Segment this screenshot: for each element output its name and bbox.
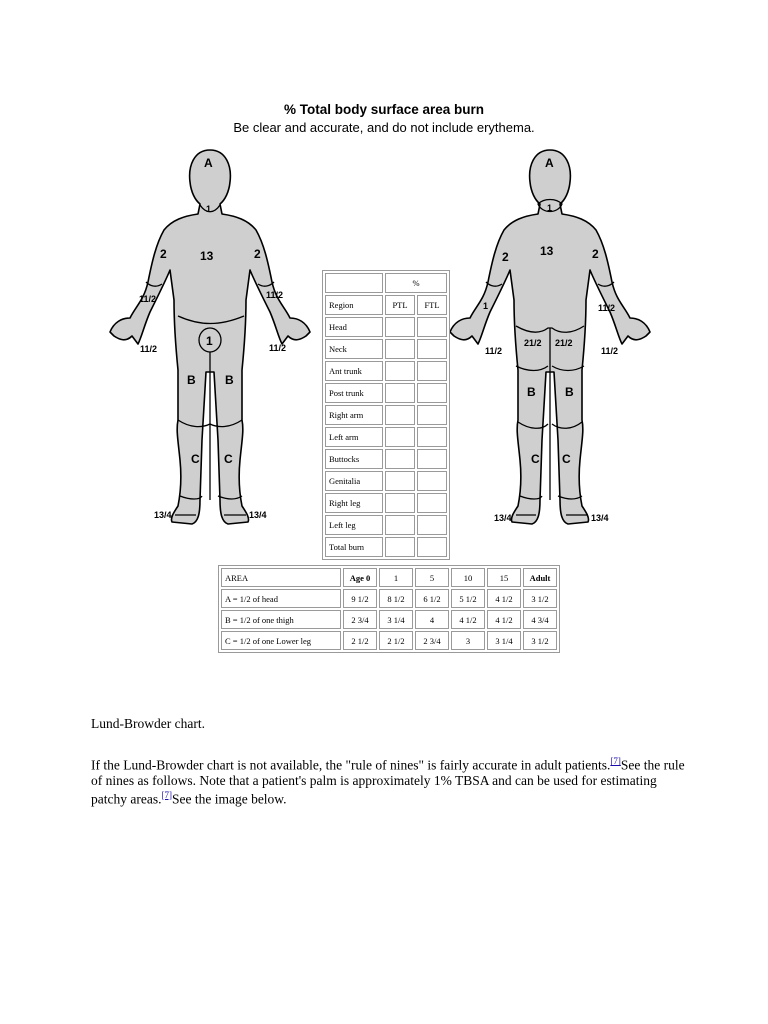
ftl-cell bbox=[417, 471, 447, 491]
front-label-hand-left: 11/2 bbox=[140, 344, 158, 354]
front-label-trunk: 13 bbox=[200, 249, 214, 263]
back-label-thigh-right: B bbox=[565, 385, 574, 399]
body-paragraph bbox=[91, 754, 691, 806]
area-cell: C = 1/2 of one Lower leg bbox=[221, 631, 341, 650]
back-label-foot-right: 13/4 bbox=[591, 513, 609, 523]
back-label-head: A bbox=[545, 156, 554, 170]
figure-title: % Total body surface area burn bbox=[283, 102, 485, 117]
front-label-upper-arm-left: 2 bbox=[160, 247, 167, 261]
ftl-cell bbox=[417, 361, 447, 381]
back-label-trunk: 13 bbox=[540, 244, 554, 258]
table-row bbox=[325, 427, 447, 447]
front-label-leg-right: C bbox=[224, 452, 233, 466]
table-row bbox=[325, 383, 447, 403]
front-label-thigh-left: B bbox=[187, 373, 196, 387]
value-cell: 2 1/2 bbox=[379, 631, 413, 650]
region-cell: Head bbox=[325, 317, 383, 337]
ptl-cell bbox=[385, 515, 415, 535]
table-row bbox=[325, 493, 447, 513]
back-label-leg-left: C bbox=[531, 452, 540, 466]
ptl-cell bbox=[385, 405, 415, 425]
ptl-header: PTL bbox=[385, 295, 415, 315]
table-row bbox=[221, 631, 557, 650]
value-cell: 4 1/2 bbox=[451, 610, 485, 629]
region-cell: Genitalia bbox=[325, 471, 383, 491]
ftl-cell bbox=[417, 537, 447, 557]
back-label-leg-right: C bbox=[562, 452, 571, 466]
table-row bbox=[325, 449, 447, 469]
paragraph-text: If the Lund-Browder chart is not available, the "rule of nines" is fairly accurate in adult patients. bbox=[91, 757, 611, 773]
ftl-cell bbox=[417, 317, 447, 337]
area-header: AREA bbox=[221, 568, 341, 587]
value-cell: 5 1/2 bbox=[451, 589, 485, 608]
ftl-header: FTL bbox=[417, 295, 447, 315]
paragraph-text: See the image below. bbox=[171, 791, 287, 806]
adult-header: Adult bbox=[523, 568, 557, 587]
table-corner-cell bbox=[325, 273, 383, 293]
region-cell: Right leg bbox=[325, 493, 383, 513]
table-row bbox=[221, 589, 557, 608]
value-cell: 2 1/2 bbox=[343, 631, 377, 650]
back-label-upper-arm-right: 2 bbox=[592, 247, 599, 261]
region-cell: Left leg bbox=[325, 515, 383, 535]
ptl-cell bbox=[385, 339, 415, 359]
back-label-forearm-right: 11/2 bbox=[598, 303, 616, 313]
area-by-age-table bbox=[218, 565, 560, 653]
table-row bbox=[325, 361, 447, 381]
ptl-cell bbox=[385, 361, 415, 381]
region-percent-table bbox=[322, 270, 450, 560]
figure-subtitle: Be clear and accurate, and do not include erythema. bbox=[233, 120, 535, 135]
ptl-cell bbox=[385, 493, 415, 513]
area-cell: B = 1/2 of one thigh bbox=[221, 610, 341, 629]
ftl-cell bbox=[417, 493, 447, 513]
figure-caption: Lund-Browder chart. bbox=[91, 716, 205, 731]
back-label-thigh-left: B bbox=[527, 385, 536, 399]
age-10-header: 10 bbox=[451, 568, 485, 587]
value-cell: 4 1/2 bbox=[487, 610, 521, 629]
table-row bbox=[325, 317, 447, 337]
value-cell: 2 3/4 bbox=[415, 631, 449, 650]
value-cell: 8 1/2 bbox=[379, 589, 413, 608]
back-label-upper-arm-left: 2 bbox=[502, 250, 509, 264]
value-cell: 4 bbox=[415, 610, 449, 629]
value-cell: 6 1/2 bbox=[415, 589, 449, 608]
back-label-foot-left: 13/4 bbox=[494, 513, 512, 523]
region-cell: Right arm bbox=[325, 405, 383, 425]
value-cell: 9 1/2 bbox=[343, 589, 377, 608]
region-cell: Neck bbox=[325, 339, 383, 359]
front-label-leg-left: C bbox=[191, 452, 200, 466]
ptl-cell bbox=[385, 317, 415, 337]
back-label-neck: 1 bbox=[547, 203, 553, 213]
front-label-thigh-right: B bbox=[225, 373, 234, 387]
age-1-header: 1 bbox=[379, 568, 413, 587]
front-label-neck: 1 bbox=[206, 204, 212, 214]
ptl-cell bbox=[385, 383, 415, 403]
value-cell: 4 3/4 bbox=[523, 610, 557, 629]
area-cell: A = 1/2 of head bbox=[221, 589, 341, 608]
front-label-foot-left: 13/4 bbox=[154, 510, 172, 520]
back-label-hand-left: 11/2 bbox=[485, 346, 503, 356]
value-cell: 2 3/4 bbox=[343, 610, 377, 629]
value-cell: 3 bbox=[451, 631, 485, 650]
age-15-header: 15 bbox=[487, 568, 521, 587]
ftl-cell bbox=[417, 339, 447, 359]
back-label-forearm-left: 1 bbox=[483, 301, 489, 311]
table-header-row bbox=[221, 568, 557, 587]
back-label-hand-right: 11/2 bbox=[601, 346, 619, 356]
age-0-header: Age 0 bbox=[343, 568, 377, 587]
region-header: Region bbox=[325, 295, 383, 315]
region-cell: Post trunk bbox=[325, 383, 383, 403]
value-cell: 3 1/4 bbox=[487, 631, 521, 650]
ptl-cell bbox=[385, 537, 415, 557]
percent-header: % bbox=[385, 273, 447, 293]
ptl-cell bbox=[385, 449, 415, 469]
table-row bbox=[325, 339, 447, 359]
value-cell: 3 1/2 bbox=[523, 631, 557, 650]
table-row bbox=[325, 471, 447, 491]
front-label-genitalia: 1 bbox=[206, 334, 213, 348]
table-row bbox=[325, 405, 447, 425]
front-label-forearm-right: 11/2 bbox=[266, 290, 284, 300]
paragraph-text: See the rule of nines as follows. Note that a patient's palm is approximately 1% TBSA and can be used for estimating patchy areas. bbox=[91, 757, 685, 806]
age-5-header: 5 bbox=[415, 568, 449, 587]
value-cell: 3 1/4 bbox=[379, 610, 413, 629]
ptl-cell bbox=[385, 427, 415, 447]
back-label-buttock-right: 21/2 bbox=[555, 338, 573, 348]
table-row bbox=[325, 537, 447, 557]
table-row bbox=[221, 610, 557, 629]
front-label-hand-right: 11/2 bbox=[269, 343, 287, 353]
region-cell: Left arm bbox=[325, 427, 383, 447]
ftl-cell bbox=[417, 449, 447, 469]
ftl-cell bbox=[417, 515, 447, 535]
front-label-foot-right: 13/4 bbox=[249, 510, 267, 520]
region-cell: Total burn bbox=[325, 537, 383, 557]
back-label-buttock-left: 21/2 bbox=[524, 338, 542, 348]
ftl-cell bbox=[417, 427, 447, 447]
value-cell: 4 1/2 bbox=[487, 589, 521, 608]
ftl-cell bbox=[417, 383, 447, 403]
front-label-forearm-left: 11/2 bbox=[139, 294, 157, 304]
front-label-head: A bbox=[204, 156, 213, 170]
front-label-upper-arm-right: 2 bbox=[254, 247, 261, 261]
reference-link[interactable]: [7] bbox=[610, 756, 621, 766]
ftl-cell bbox=[417, 405, 447, 425]
region-cell: Buttocks bbox=[325, 449, 383, 469]
ptl-cell bbox=[385, 471, 415, 491]
table-row bbox=[325, 515, 447, 535]
reference-link[interactable]: [7] bbox=[161, 789, 172, 800]
value-cell: 3 1/2 bbox=[523, 589, 557, 608]
region-cell: Ant trunk bbox=[325, 361, 383, 381]
